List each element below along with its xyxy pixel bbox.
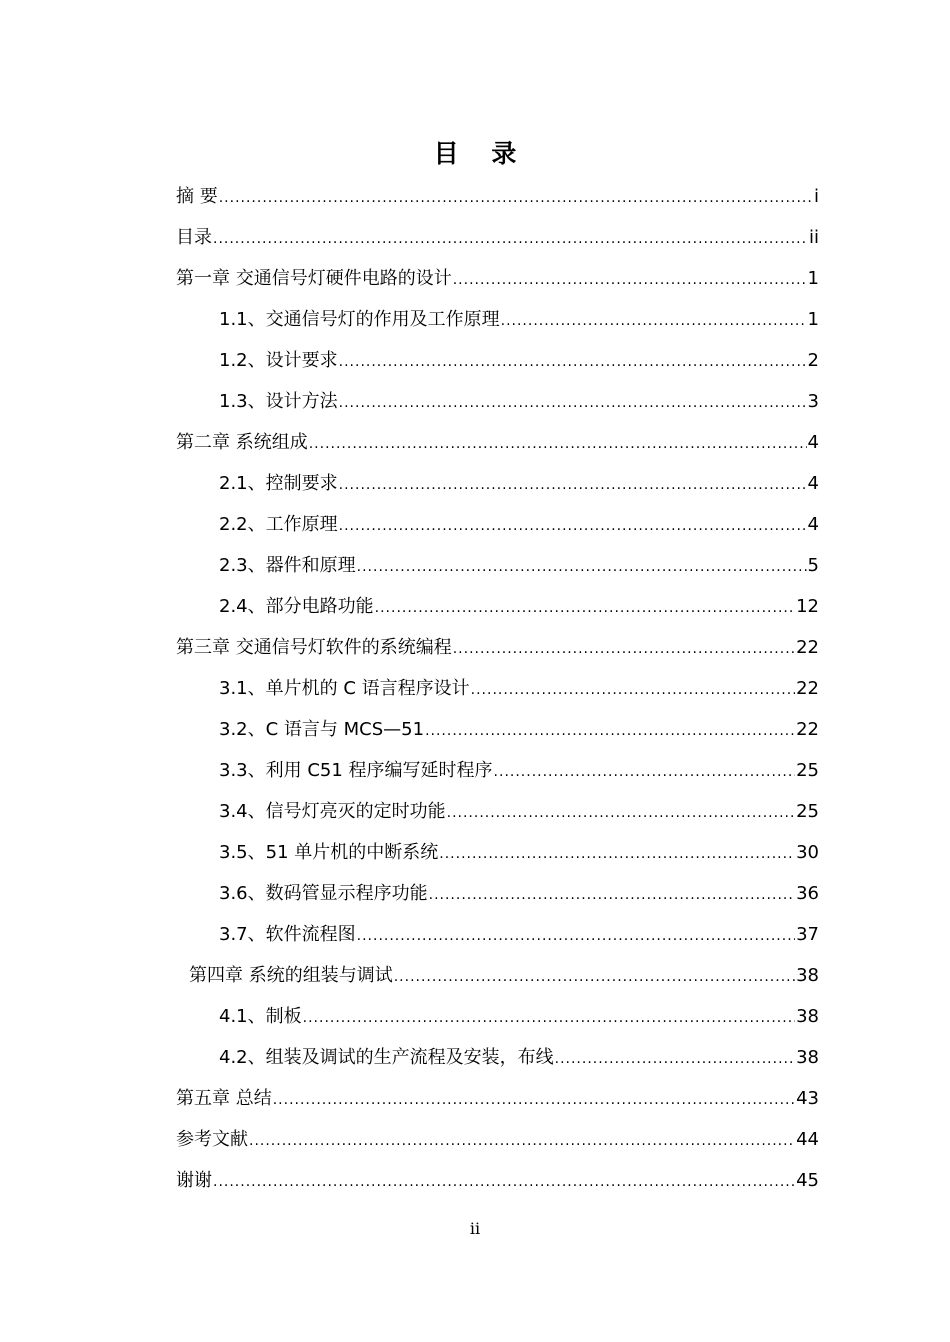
toc-entry-page: 2: [807, 350, 819, 371]
toc-entry-label: 3.3、利用 C51 程序编写延时程序: [219, 760, 493, 781]
toc-entry[interactable]: [176, 1078, 819, 1119]
toc-dot-leader: [339, 506, 807, 547]
toc-entry-label: 参考文献: [176, 1129, 248, 1150]
toc-entry-label: 2.1、控制要求: [219, 473, 338, 494]
toc-entry-label: 3.5、51 单片机的中断系统: [219, 842, 439, 863]
toc-entry[interactable]: [176, 422, 819, 463]
toc-entry[interactable]: [176, 750, 819, 791]
toc-dot-leader: [453, 629, 795, 670]
toc-dot-leader: [494, 752, 796, 793]
toc-entry-page: 22: [796, 719, 819, 740]
toc-entry[interactable]: [176, 709, 819, 750]
toc-entry-label: 3.1、单片机的 C 语言程序设计: [219, 678, 470, 699]
toc-entry-page: 4: [807, 432, 819, 453]
toc-entry-page: 37: [796, 924, 819, 945]
toc-entry[interactable]: [176, 1160, 819, 1201]
toc-entry-page: 38: [796, 1006, 819, 1027]
toc-entry-label: 1.1、交通信号灯的作用及工作原理: [219, 309, 500, 330]
toc-entry-label: 2.3、器件和原理: [219, 555, 356, 576]
toc-entry[interactable]: [176, 791, 819, 832]
toc-entry-label: 摘 要: [176, 186, 218, 207]
toc-entry-page: 38: [796, 1047, 819, 1068]
toc-entry-page: 22: [796, 678, 819, 699]
toc-entry-page: 1: [807, 268, 819, 289]
toc-entry-page: 36: [796, 883, 819, 904]
toc-entry-label: 3.6、数码管显示程序功能: [219, 883, 428, 904]
toc-entry[interactable]: [176, 1119, 819, 1160]
page-number: ii: [469, 1219, 481, 1238]
toc-entry[interactable]: [176, 873, 819, 914]
toc-entry[interactable]: [176, 258, 819, 299]
toc-dot-leader: [429, 875, 795, 916]
toc-entry-label: 第二章 系统组成: [176, 432, 308, 453]
toc-entry[interactable]: [176, 1037, 819, 1078]
toc-entry-label: 3.7、软件流程图: [219, 924, 356, 945]
toc-entry-label: 第三章 交通信号灯软件的系统编程: [176, 637, 452, 658]
toc-dot-leader: [501, 301, 807, 342]
toc-entry-page: i: [813, 186, 819, 207]
toc-dot-leader: [394, 957, 795, 998]
toc-entry[interactable]: [176, 504, 819, 545]
toc-entry-page: 3: [807, 391, 819, 412]
toc-entry-page: 25: [796, 801, 819, 822]
toc-entry-page: 4: [807, 514, 819, 535]
toc-entry[interactable]: [176, 545, 819, 586]
toc-entry-page: 30: [796, 842, 819, 863]
toc-entry[interactable]: [176, 832, 819, 873]
toc-entry-page: 4: [807, 473, 819, 494]
toc-entry-page: 38: [796, 965, 819, 986]
toc-entry-label: 4.1、制板: [219, 1006, 302, 1027]
toc-dot-leader: [219, 178, 813, 219]
toc-dot-leader: [555, 1039, 795, 1080]
toc-entry-page: ii: [808, 227, 819, 248]
toc-entry[interactable]: [176, 217, 819, 258]
toc-entry[interactable]: [176, 996, 819, 1037]
toc-entry[interactable]: [176, 176, 819, 217]
toc-entry-label: 1.2、设计要求: [219, 350, 338, 371]
toc-entry-label: 目录: [176, 227, 212, 248]
toc-entry[interactable]: [176, 627, 819, 668]
toc-entry-label: 2.4、部分电路功能: [219, 596, 374, 617]
toc-dot-leader: [425, 711, 795, 752]
toc-dot-leader: [339, 383, 807, 424]
toc-dot-leader: [249, 1121, 795, 1162]
toc-entry-page: 25: [796, 760, 819, 781]
toc-dot-leader: [339, 342, 807, 383]
toc-entry[interactable]: [176, 340, 819, 381]
toc-entry-page: 22: [796, 637, 819, 658]
toc-dot-leader: [357, 916, 795, 957]
toc-entry-label: 第五章 总结: [176, 1088, 272, 1109]
toc-entry[interactable]: [176, 914, 819, 955]
toc-entry-page: 12: [796, 596, 819, 617]
toc-dot-leader: [357, 547, 807, 588]
toc-entry-label: 1.3、设计方法: [219, 391, 338, 412]
toc-entry-page: 1: [807, 309, 819, 330]
toc-entry[interactable]: [176, 381, 819, 422]
toc-entry-label: 4.2、组装及调试的生产流程及安装，布线: [219, 1047, 554, 1068]
toc-entry-page: 45: [796, 1170, 819, 1191]
toc-entry-label: 第一章 交通信号灯硬件电路的设计: [176, 268, 452, 289]
table-of-contents: [176, 176, 819, 1201]
toc-dot-leader: [439, 834, 795, 875]
toc-dot-leader: [213, 1162, 795, 1203]
toc-entry[interactable]: [176, 299, 819, 340]
toc-entry[interactable]: [176, 668, 819, 709]
toc-entry-label: 3.2、C 语言与 MCS—51: [219, 719, 425, 740]
toc-dot-leader: [213, 219, 808, 260]
page-title: 目 录: [433, 139, 529, 168]
toc-dot-leader: [339, 465, 807, 506]
toc-dot-leader: [303, 998, 795, 1039]
toc-dot-leader: [447, 793, 795, 834]
toc-entry-label: 谢谢: [176, 1170, 212, 1191]
toc-entry[interactable]: [176, 463, 819, 504]
toc-dot-leader: [309, 424, 807, 465]
toc-dot-leader: [375, 588, 795, 629]
toc-entry-page: 44: [796, 1129, 819, 1150]
toc-entry-label: 2.2、工作原理: [219, 514, 338, 535]
toc-entry-page: 5: [807, 555, 819, 576]
toc-entry-label: 3.4、信号灯亮灭的定时功能: [219, 801, 446, 822]
toc-entry-label: 第四章 系统的组装与调试: [189, 965, 393, 986]
toc-entry[interactable]: [176, 586, 819, 627]
toc-entry-page: 43: [796, 1088, 819, 1109]
toc-dot-leader: [273, 1080, 795, 1121]
toc-dot-leader: [471, 670, 795, 711]
toc-entry[interactable]: [176, 955, 819, 996]
toc-dot-leader: [453, 260, 807, 301]
